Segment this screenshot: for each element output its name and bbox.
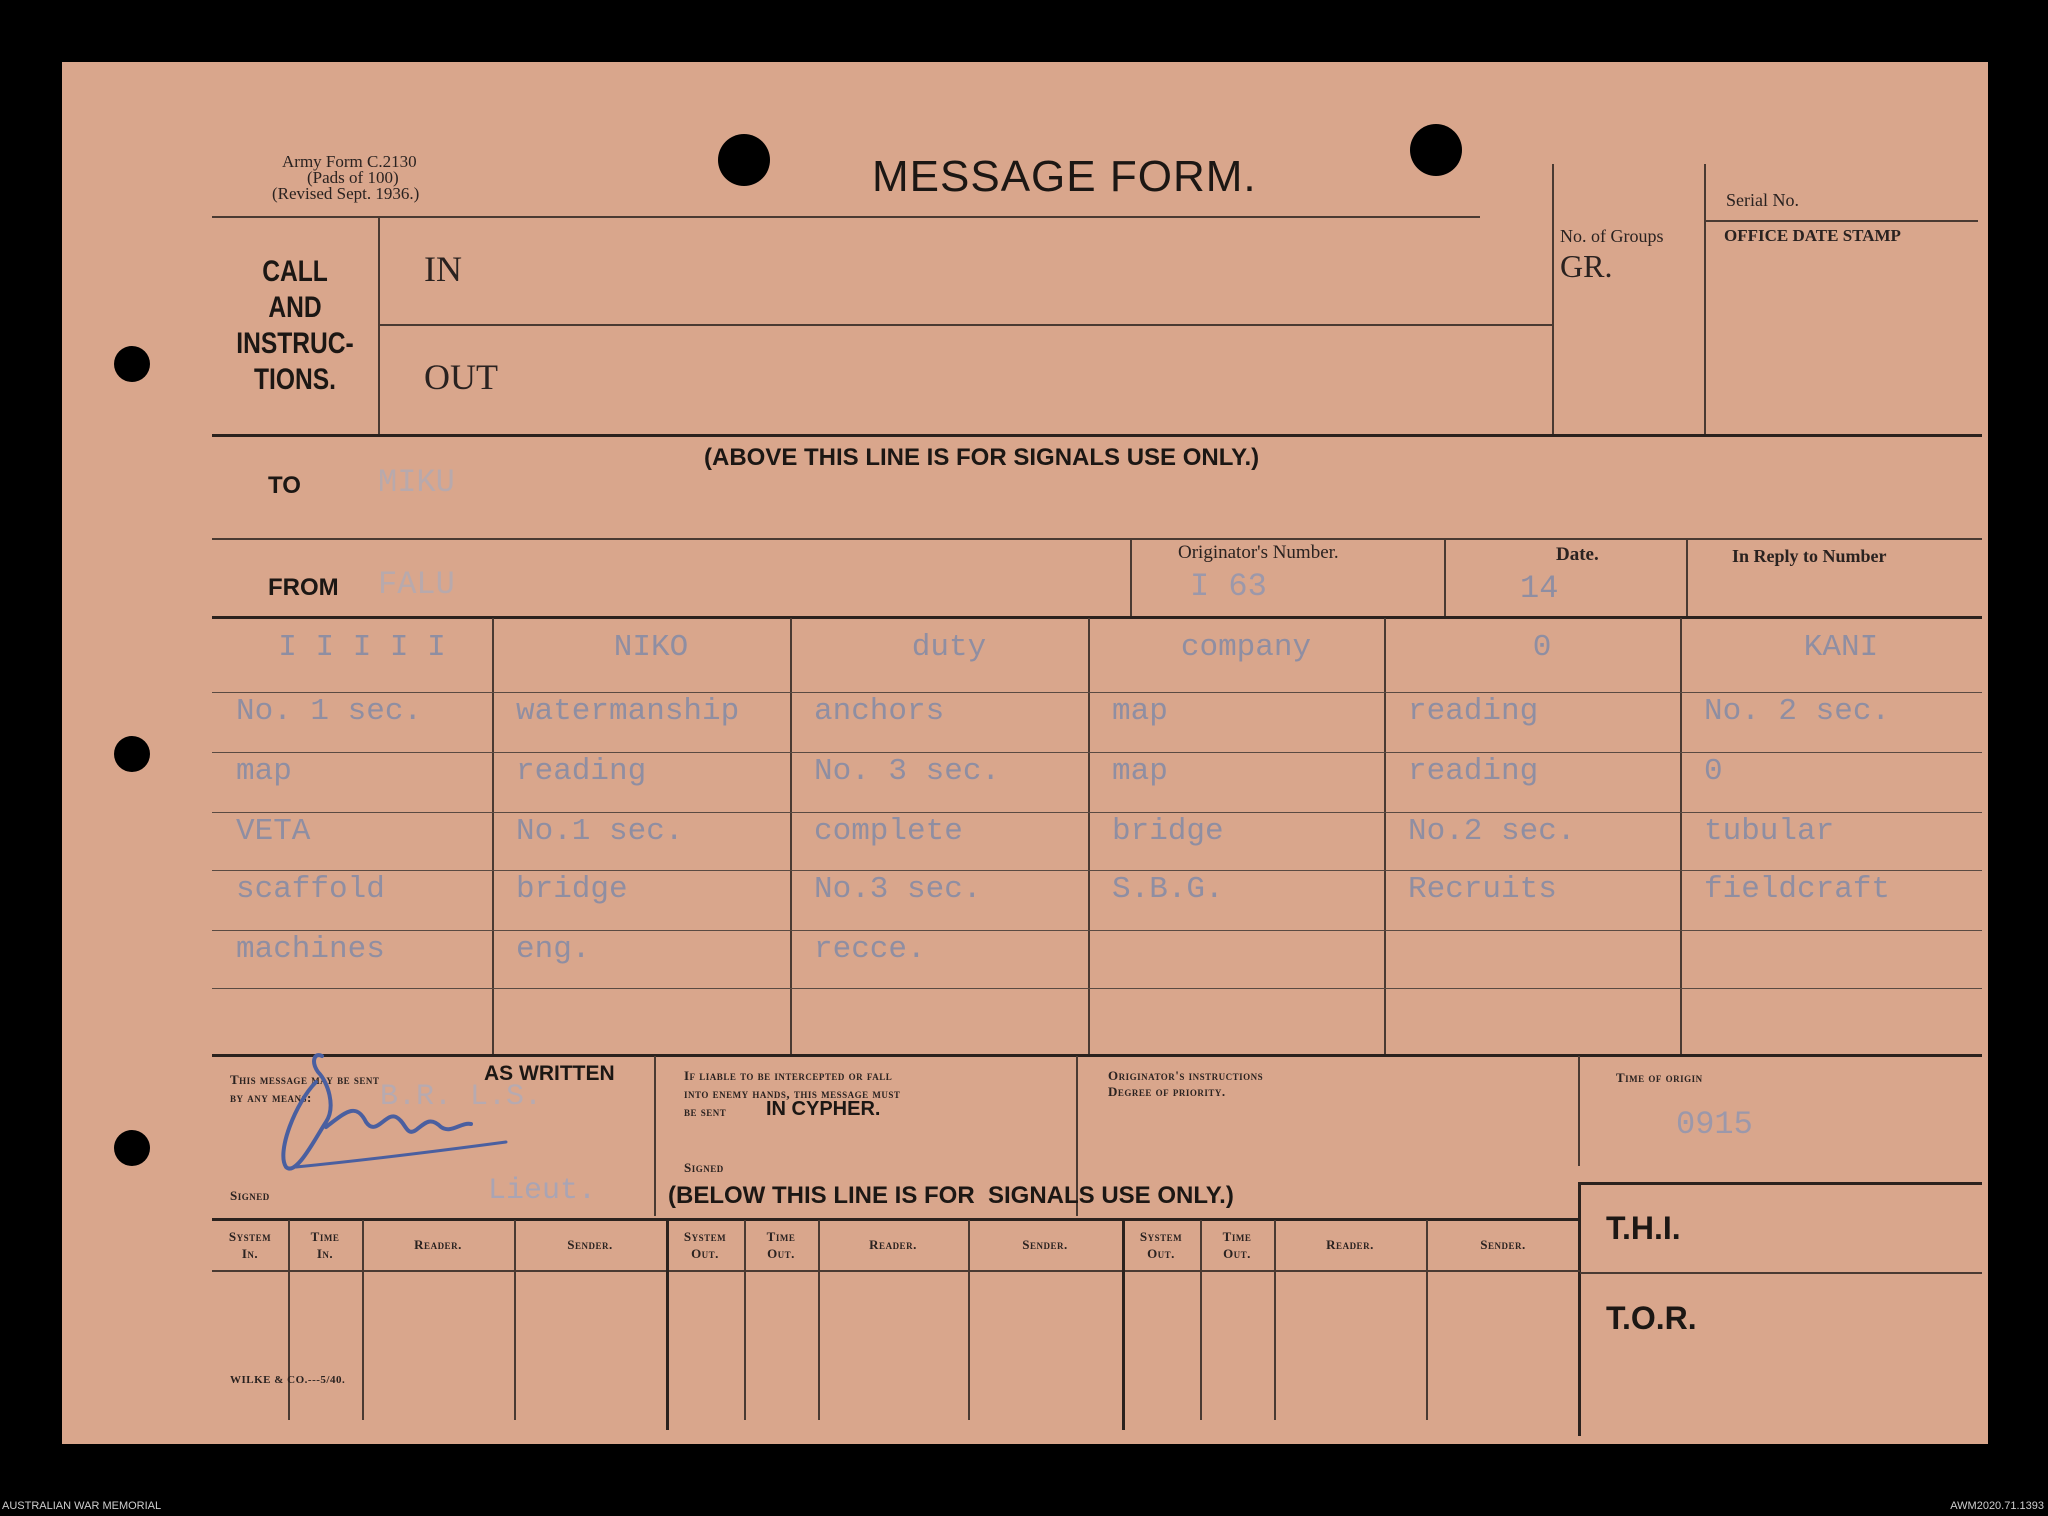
punch-hole [114,736,150,772]
rule [1686,540,1688,616]
message-cell: watermanship [516,694,740,729]
signals-table-header-line: Time [766,1229,796,1244]
call-line: CALL [262,255,328,288]
in-reply-label: In Reply to Number [1732,546,1887,566]
rule [212,1270,1580,1272]
grid-row-rule [212,988,1982,989]
army-form-label: Army Form C.2130 [282,152,417,171]
rule [1704,164,1706,436]
time-of-origin-label: Time of origin [1616,1070,1703,1085]
signals-table-header-line: Out. [691,1246,719,1261]
rule [1130,540,1132,616]
message-cell: map [1112,694,1168,729]
message-cell: 0 [1532,630,1552,665]
degree-of-priority-label: Degree of priority. [1108,1084,1226,1099]
signature [256,1042,556,1192]
grid-row-rule [212,752,1982,753]
message-cell: duty [911,630,987,665]
signals-table-header [744,1228,818,1262]
rule [1552,164,1554,436]
rule [212,434,1982,437]
originator-instructions-label: Originator's instructions [1108,1068,1264,1083]
tor-label: T.O.R. [1606,1300,1697,1336]
call-line: AND [268,291,322,324]
signals-table-header-line: Sender. [1480,1237,1526,1252]
signals-table-header-line: System [683,1229,727,1244]
signals-table-header [1426,1236,1580,1253]
message-cell: reading [516,754,647,789]
rank-value: Lieut. [488,1174,597,1208]
message-cell: No.3 sec. [814,872,982,907]
rule [1706,220,1978,222]
signals-table-header [1274,1236,1426,1253]
means-value: B.R. L.S. [380,1080,543,1114]
from-value: FALU [378,566,455,603]
message-cell: S.B.G. [1112,872,1224,907]
signals-table-header-line: Sender. [1022,1237,1068,1252]
rule [212,538,1982,540]
intercept-notice-1: If liable to be intercepted or fall [684,1068,893,1083]
signals-table-header-line: Reader. [869,1237,917,1252]
signals-table-header-line: Reader. [414,1237,462,1252]
serial-no-label: Serial No. [1726,190,1799,210]
message-cell: anchors [814,694,945,729]
signals-table-header-line: Reader. [1326,1237,1374,1252]
signals-table-header-line: Out. [767,1246,795,1261]
message-cell: map [1112,754,1168,789]
message-cell: No.1 sec. [516,814,684,849]
message-cell: eng. [516,932,591,967]
rule [1578,1056,1580,1166]
punch-hole [718,134,770,186]
date-label: Date. [1556,544,1599,565]
signals-table-header [362,1236,514,1253]
signals-table-header [514,1236,666,1253]
message-cell: No. 1 sec. [236,694,423,729]
signals-table-header-line: Sender. [567,1237,613,1252]
credit-left: AUSTRALIAN WAR MEMORIAL [2,1500,162,1512]
by-any-means-label: by any means: [230,1090,312,1105]
message-cell: No.2 sec. [1408,814,1576,849]
above-line-notice: (ABOVE THIS LINE IS FOR SIGNALS USE ONLY.) [704,444,1260,471]
signed-label: Signed [230,1188,270,1203]
punch-hole [114,1130,150,1166]
message-cell: KANI [1803,630,1879,665]
credit-right: AWM2020.71.1393 [1950,1500,2044,1512]
message-cell: machines [236,932,385,967]
message-cell: Recruits [1408,872,1557,907]
in-label: IN [424,249,462,289]
punch-hole [114,346,150,382]
message-cell: scaffold [236,872,385,907]
call-line: INSTRUC- [236,327,354,360]
signals-table-header [818,1236,968,1253]
signals-table-header [1122,1228,1200,1262]
message-cell: reading [1408,694,1539,729]
message-cell: company [1180,630,1312,665]
signals-table-header-line: System [228,1229,272,1244]
rule [212,616,1982,619]
date-value: 14 [1520,570,1559,607]
call-instructions-label [227,254,363,398]
rule [212,216,1480,218]
time-of-origin-value: 0915 [1676,1106,1753,1143]
thi-label: T.H.I. [1606,1210,1681,1246]
grid-row-rule [212,692,1982,693]
message-cell: recce. [814,932,926,967]
message-form-paper [62,62,1988,1444]
message-cell: tubular [1704,814,1835,849]
signals-table-header-line: In. [241,1246,259,1261]
grid-row-rule [212,870,1982,871]
message-cell: bridge [516,872,628,907]
rule [380,324,1552,326]
printer-imprint: WILKE & CO.---5/40. [230,1374,346,1386]
message-cell: I I I I I [278,630,446,665]
signals-table-header [666,1228,744,1262]
message-cell: fieldcraft [1704,872,1891,907]
call-line: TIONS. [253,363,336,396]
signals-table-header [1200,1228,1274,1262]
signed-label-2: Signed [684,1160,724,1175]
rule [1444,540,1446,616]
intercept-notice-3: be sent [684,1104,727,1119]
originator-number-value: I 63 [1190,568,1267,605]
signals-table-header-line: Out. [1147,1246,1175,1261]
signals-table-header [968,1236,1122,1253]
signals-table-header-line: In. [316,1246,334,1261]
signals-table-header [288,1228,362,1262]
signals-table-header [212,1228,288,1262]
form-title: MESSAGE FORM. [872,152,1257,201]
originator-number-label: Originator's Number. [1178,542,1339,563]
rule [1580,1272,1982,1274]
message-cell: map [236,754,292,789]
rule [378,218,380,434]
rule [654,1056,656,1216]
signals-table-header-line: Out. [1223,1246,1251,1261]
grid-row-rule [212,930,1982,931]
signals-table-header-line: System [1139,1229,1183,1244]
message-cell: bridge [1112,814,1224,849]
signals-table-header-line: Time [1222,1229,1252,1244]
to-label: TO [268,472,301,499]
message-cell: No. 2 sec. [1704,694,1891,729]
message-cell: No. 3 sec. [814,754,1001,789]
signals-table-header-line: Time [310,1229,340,1244]
as-written-label: AS WRITTEN [484,1062,615,1085]
message-cell: reading [1408,754,1539,789]
rule [212,1218,1580,1221]
no-of-groups-label: No. of Groups [1560,226,1664,246]
in-cypher-label: IN CYPHER. [766,1098,881,1120]
to-value: MIKU [378,464,455,501]
out-label: OUT [424,357,498,397]
message-cell: 0 [1704,754,1723,789]
from-label: FROM [268,574,339,601]
office-date-stamp-label: OFFICE DATE STAMP [1724,226,1901,245]
grid-row-rule [212,812,1982,813]
message-cell: NIKO [613,630,689,665]
gr-label: GR. [1560,248,1613,284]
below-line-notice: (BELOW THIS LINE IS FOR SIGNALS USE ONLY.) [668,1182,1234,1209]
message-cell: VETA [236,814,311,849]
message-cell: complete [814,814,963,849]
rule [1580,1182,1982,1185]
intercept-notice-2: into enemy hands, this message must [684,1086,901,1101]
revised-label: (Revised Sept. 1936.) [272,184,420,203]
punch-hole [1410,124,1462,176]
pads-label: (Pads of 100) [307,168,399,187]
may-be-sent-label: This message may be sent [230,1072,380,1087]
